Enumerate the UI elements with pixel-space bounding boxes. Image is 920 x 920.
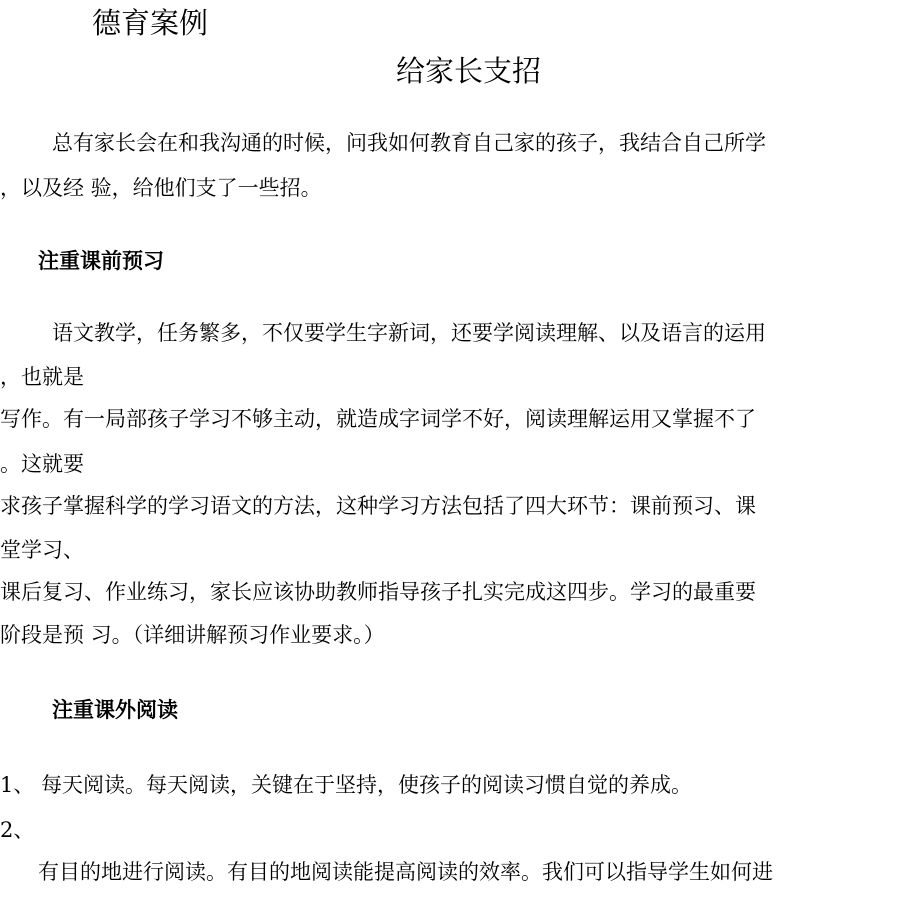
paragraph-line: 求孩子掌握科学的学习语文的方法，这种学习方法包括了四大环节：课前预习、课	[0, 494, 756, 518]
list-item: 1、 每天阅读。每天阅读，关键在于坚持，使孩子的阅读习惯自觉的养成。	[0, 773, 693, 797]
section-heading-preview: 注重课前预习	[38, 249, 164, 273]
paragraph-line: 课后复习、作业练习，家长应该协助教师指导孩子扎实完成这四步。学习的最重要	[0, 580, 756, 604]
list-item-number: 2、	[0, 818, 35, 842]
paragraph-line: 写作。有一局部孩子学习不够主动，就造成字词学不好，阅读理解运用又掌握不了	[0, 407, 756, 431]
page-title: 给家长支招	[396, 54, 542, 88]
paragraph-line: 。这就要	[0, 452, 84, 476]
intro-line-1: 总有家长会在和我沟通的时候，问我如何教育自己家的孩子，我结合自己所学	[52, 131, 766, 155]
paragraph-line: ，也就是	[0, 365, 84, 389]
paragraph-line: 阶段是预 习。（详细讲解预习作业要求。）	[0, 623, 385, 647]
paragraph-line: 语文教学，任务繁多，不仅要学生字新词，还要学阅读理解、以及语言的运用	[52, 321, 766, 345]
intro-line-2: ，以及经 验，给他们支了一些招。	[0, 176, 322, 200]
section-heading-reading: 注重课外阅读	[52, 698, 178, 722]
document-label: 德育案例	[92, 6, 209, 40]
list-item: 有目的地进行阅读。有目的地阅读能提高阅读的效率。我们可以指导学生如何进	[38, 860, 773, 884]
paragraph-line: 堂学习、	[0, 538, 84, 562]
